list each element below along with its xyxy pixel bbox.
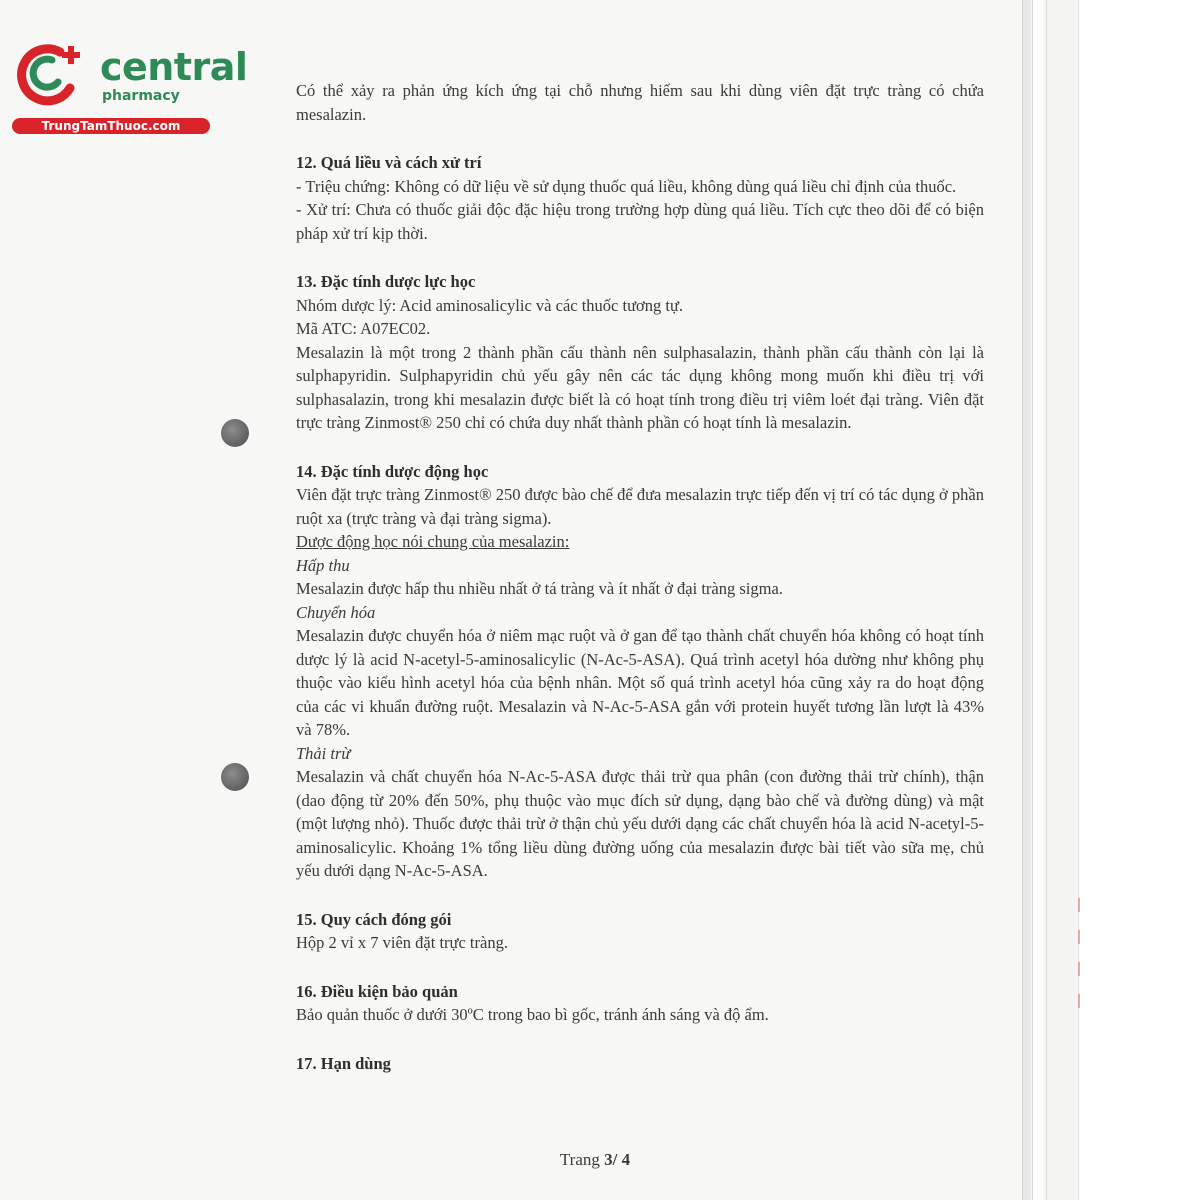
section-16-text: Bảo quản thuốc ở dưới 30ºC trong bao bì gốc, tránh ánh sáng và độ ẩm.	[296, 1005, 769, 1024]
page-edge	[1046, 0, 1075, 1200]
section-13-title: 13. Đặc tính dược lực học	[296, 272, 476, 291]
metabolism-heading: Chuyển hóa	[296, 602, 376, 622]
section-12-treatment: - Xử trí: Chưa có thuốc giải độc đặc hiệu trong trường hợp dùng quá liều. Tích cực theo dõi để có biện pháp xử trí kịp thời.	[296, 200, 984, 243]
central-pharmacy-logo[interactable]	[12, 36, 248, 136]
punch-hole	[221, 763, 249, 791]
section-14-title: 14. Đặc tính dược động học	[296, 461, 489, 481]
logo-icon	[12, 38, 92, 108]
page-label: Trang	[559, 1150, 600, 1169]
section-17-title: 17. Hạn dùng	[296, 1053, 391, 1073]
logo-website: TrungTamThuoc.com	[12, 118, 210, 134]
page-number	[0, 1150, 1190, 1170]
page-edge	[1078, 0, 1200, 1200]
section-14-general-heading: Dược động học nói chung của mesalazin:	[296, 532, 570, 551]
absorption-heading: Hấp thu	[296, 555, 350, 575]
stamp-marks	[1072, 880, 1088, 1040]
absorption-text: Mesalazin được hấp thu nhiều nhất ở tá tràng và ít nhất ở đại tràng sigma.	[296, 579, 783, 598]
elimination-heading: Thải trừ	[296, 743, 351, 763]
section-15-title: 15. Quy cách đóng gói	[296, 909, 452, 929]
elimination-text: Mesalazin và chất chuyển hóa N-Ac-5-ASA được thải trừ qua phân (con đường thải trừ chính), thận (dao động từ 20% đến 50%, phụ thuộc vào mục đích sử dụng, dạng bào chế và đường dùng) và mật (một lượng nhỏ). Thuốc được thải trừ ở thận chủ yếu dưới dạng các chất chuyển hóa là acid N-acetyl-5-aminosalicylic. Khoảng 1% tổng liều dùng đường uống của mesalazin được bài tiết vào sữa mẹ, chủ yếu dưới dạng N-Ac-5-ASA.	[296, 767, 984, 880]
section-12-symptoms: - Triệu chứng: Không có dữ liệu về sử dụng thuốc quá liều, không dùng quá liều chỉ định của thuốc.	[296, 176, 957, 196]
section-14-intro: Viên đặt trực tràng Zinmost® 250 được bào chế để đưa mesalazin trực tiếp đến vị trí có tác dụng ở phần ruột xa (trực tràng và đại tràng sigma).	[296, 485, 984, 528]
section-13-group: Nhóm dược lý: Acid aminosalicylic và các thuốc tương tự.	[296, 295, 684, 315]
section-15-text: Hộp 2 vỉ x 7 viên đặt trực tràng.	[296, 933, 508, 952]
logo-brand: central	[100, 45, 248, 89]
intro-line: Có thể xảy ra phản ứng kích ứng tại chỗ nhưng hiếm sau khi dùng viên đặt trực tràng có chứa	[296, 81, 984, 100]
logo-subtitle: pharmacy	[102, 88, 180, 104]
document-body	[296, 79, 984, 1075]
metabolism-text: Mesalazin được chuyển hóa ở niêm mạc ruột và ở gan để tạo thành chất chuyển hóa không có hoạt tính dược lý là acid N-acetyl-5-aminosalicylic (N-Ac-5-ASA). Quá trình acetyl hóa dường như không phụ thuộc vào kiểu hình acetyl hóa của bệnh nhân. Một số quá trình acetyl hóa cũng xảy ra do hoạt động của các vi khuẩn đường ruột. Mesalazin và N-Ac-5-ASA gắn với protein huyết tương lần lượt là 43% và 78%.	[296, 626, 984, 739]
section-13-body: Mesalazin là một trong 2 thành phần cấu thành nên sulphasalazin, thành phần cấu thành còn lại là sulphapyridin. Sulphapyridin chủ yếu gây nên các tác dụng không mong muốn khi điều trị với sulphasalazin, trong khi mesalazin được biết là có hoạt tính trong điều trị viêm loét đại tràng. Viên đặt trực tràng Zinmost® 250 chỉ có chứa duy nhất thành phần có hoạt tính là mesalazin.	[296, 342, 984, 432]
page-edge	[1022, 0, 1031, 1200]
section-16-title: 16. Điều kiện bảo quản	[296, 981, 458, 1001]
page-count: 3/ 4	[604, 1150, 631, 1169]
punch-hole	[221, 419, 249, 447]
section-13-atc: Mã ATC: A07EC02.	[296, 319, 431, 338]
section-12-title: 12. Quá liều và cách xử trí	[296, 153, 482, 172]
intro-line: mesalazin.	[296, 104, 367, 124]
page-edge	[1032, 0, 1043, 1200]
